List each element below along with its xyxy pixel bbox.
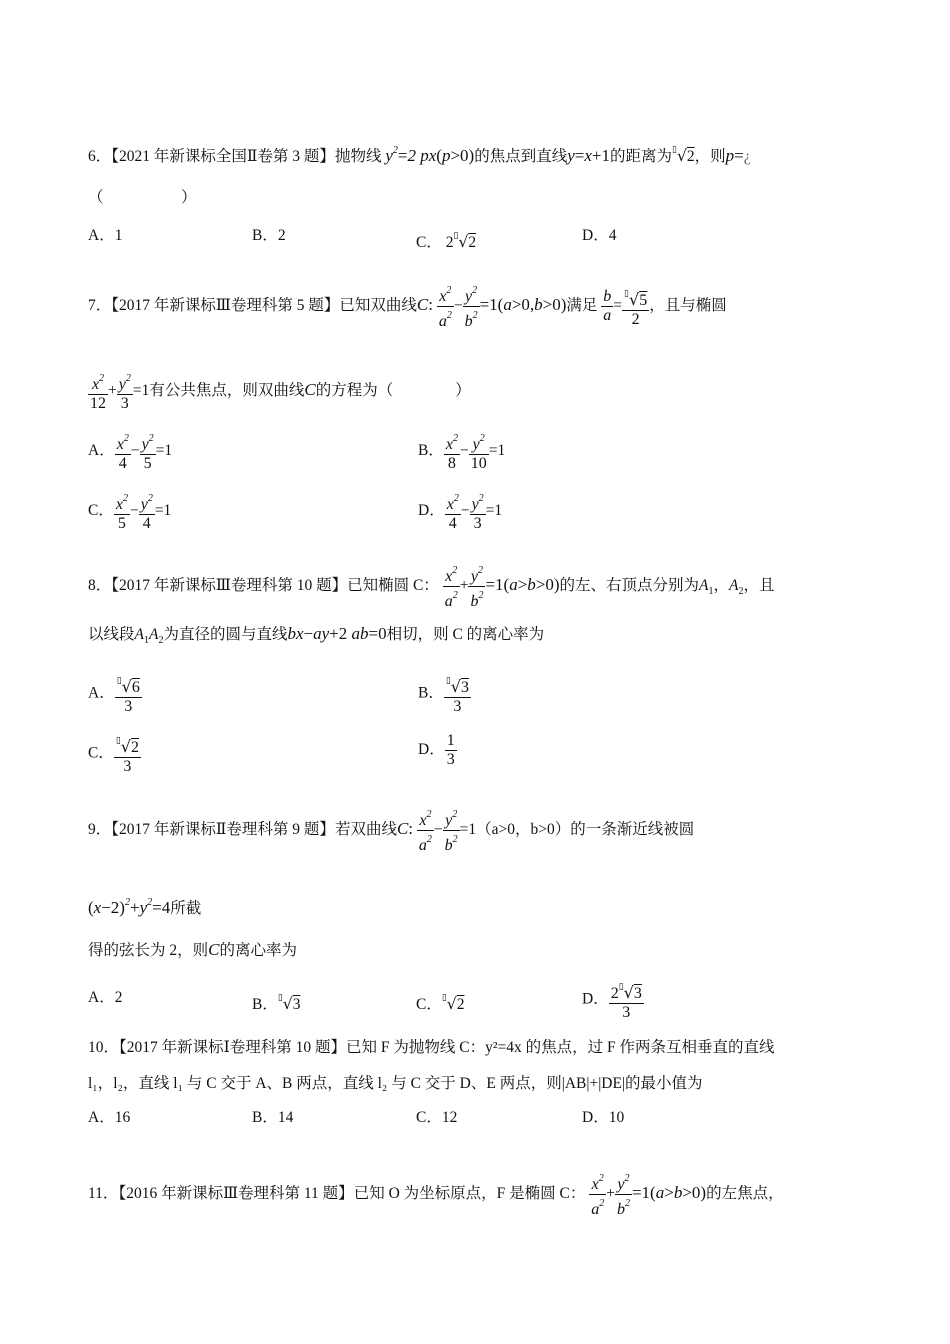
q9-stem-cont: 得的弦长为 2，则C的离心率为: [88, 940, 297, 959]
q6-option-b: B．2: [252, 227, 286, 244]
q8-option-b: B． $\frac{^▯√3}{3}$: [418, 672, 471, 716]
q6-paren: （ ）: [88, 189, 197, 206]
q11-stem: 11．【2016 年新课标Ⅲ卷理科第 11 题】已知 O 为坐标原点，F 是椭圆 C： $\frac{x^2}{a^2}$ + $\frac{y^2}{b^2}$ =1(a>b>0)的左焦点，: [88, 1170, 870, 1219]
q10-option-d: D．10: [582, 1109, 625, 1126]
q9-option-b: B．▯√3: [252, 993, 301, 1013]
q8-option-a: A． $\frac{^▯√6}{3}$: [88, 672, 142, 716]
q10-option-a: A．16: [88, 1109, 131, 1126]
q9-circle: $(x-2)^2+y^2=4$所截: [88, 897, 202, 917]
q10-stem: 10．【2017 年新课标Ⅰ卷理科第 10 题】已知 F 为抛物线 C：y²=4x 的焦点，过 F 作两条互相垂直的直线: [88, 1039, 775, 1056]
q9-stem: 9．【2017 年新课标Ⅱ卷理科第 9 题】若双曲线C: $\frac{x^2}{a^2}$ − $\frac{y^2}{b^2}$ =1（a>0，b>0）的一条渐近线被圆: [88, 806, 870, 855]
q10-option-c: C．12: [416, 1109, 458, 1126]
q8-option-d: D． $\frac{1}{3}$: [418, 732, 455, 768]
q8-option-c: C． $\frac{^▯√2}{3}$: [88, 732, 141, 776]
q7-option-a: A． $\frac{x^2}{4}$ − $\frac{y^2}{5}$ =1: [88, 430, 172, 473]
q10-option-b: B．14: [252, 1109, 294, 1126]
q9-option-c: C．▯√2: [416, 993, 465, 1013]
q9-option-d: D． $\frac{2^▯√3}{3}$: [582, 978, 644, 1022]
q7-stem: 7．【2017 年新课标Ⅲ卷理科第 5 题】已知双曲线C: $\frac{x^2}{a^2}$ − $\frac{y^2}{b^2}$ =1(a>0,b>0)满足 $\frac{b}{a}$ = $\frac{^▯√5}{2}$ ，且与椭圆: [88, 282, 870, 331]
q7-option-d: D． $\frac{x^2}{4}$ − $\frac{y^2}{3}$ =1: [418, 490, 502, 533]
q8-stem-cont: 以线段$A_1A_2$为直径的圆与直线bx−ay+2 ab=0相切，则 C 的离心率为: [88, 624, 545, 646]
q10-stem-cont: l₁，l₂，直线 l₁ 与 C 交于 A、B 两点，直线 l₂ 与 C 交于 D、E 两点，则|AB|+|DE|的最小值为: [88, 1075, 703, 1092]
q6-stem: 6．【2021 年新课标全国Ⅱ卷第 3 题】抛物线 $y^2=2$ px(p>0)的焦点到直线y=x+1的距离为▯√2，则p=¿: [88, 145, 751, 165]
q9-option-a: A．2: [88, 989, 123, 1006]
q6-option-d: D．4: [582, 227, 617, 244]
q6-option-c: C． 2▯√2: [416, 231, 477, 251]
q7-stem-cont: $\frac{x^2}{12}$ + $\frac{y^2}{3}$ =1有公共焦点，则双曲线C的方程为（ ）: [88, 370, 870, 413]
q7-option-b: B． $\frac{x^2}{8}$ − $\frac{y^2}{10}$ =1: [418, 430, 505, 473]
q6-option-a: A．1: [88, 227, 123, 244]
q7-option-c: C． $\frac{x^2}{5}$ − $\frac{y^2}{4}$ =1: [88, 490, 171, 533]
q8-stem: 8．【2017 年新课标Ⅲ卷理科第 10 题】已知椭圆 C： $\frac{x^2}{a^2}$ + $\frac{y^2}{b^2}$ =1(a>b>0)的左、右顶点分别为$A_1$，$A_2$，且: [88, 562, 870, 611]
